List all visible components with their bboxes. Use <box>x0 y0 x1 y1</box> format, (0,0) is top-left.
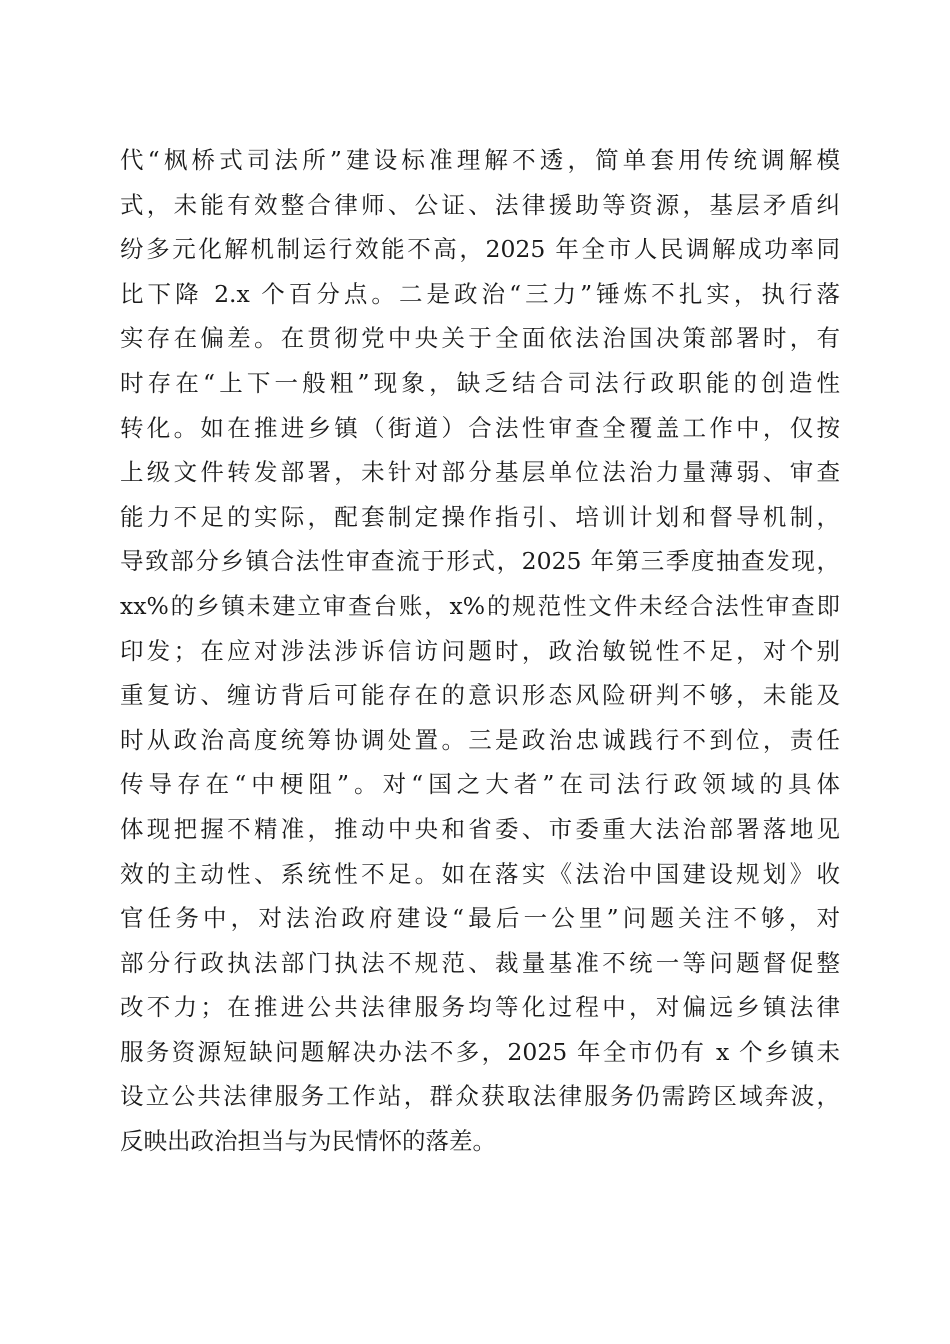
text-line: 时存在“上下一般粗”现象，缺乏结合司法行政职能的创造性 <box>120 368 840 397</box>
text-line: 传导存在“中梗阻”。对“国之大者”在司法行政领域的具体 <box>120 770 840 799</box>
text-line: 官任务中，对法治政府建设“最后一公里”问题关注不够，对 <box>120 904 840 933</box>
text-line-last: 反映出政治担当与为民情怀的落差。 <box>120 1127 496 1156</box>
text-line: 体现把握不精准，推动中央和省委、市委重大法治部署落地见 <box>120 814 840 843</box>
text-line: 代“枫桥式司法所”建设标准理解不透，简单套用传统调解模 <box>120 146 840 174</box>
text-line: 印发；在应对涉法涉诉信访问题时，政治敏锐性不足，对个别 <box>120 636 840 665</box>
text-line: 部分行政执法部门执法不规范、裁量基准不统一等问题督促整 <box>120 948 840 977</box>
text-line: 服务资源短缺问题解决办法不多，2025 年全市仍有 x 个乡镇未 <box>120 1037 840 1066</box>
text-line: 效的主动性、系统性不足。如在落实《法治中国建设规划》收 <box>120 859 840 888</box>
text-line: 设立公共法律服务工作站，群众获取法律服务仍需跨区域奔波， <box>120 1082 840 1111</box>
text-line: 实存在偏差。在贯彻党中央关于全面依法治国决策部署时，有 <box>120 324 840 353</box>
text-line: 上级文件转发部署，未针对部分基层单位法治力量薄弱、审查 <box>120 458 840 487</box>
text-line: 改不力；在推进公共法律服务均等化过程中，对偏远乡镇法律 <box>120 993 840 1022</box>
text-line: 纷多元化解机制运行效能不高，2025 年全市人民调解成功率同 <box>120 235 840 264</box>
text-line: 式，未能有效整合律师、公证、法律援助等资源，基层矛盾纠 <box>120 190 840 219</box>
text-line: 转化。如在推进乡镇（街道）合法性审查全覆盖工作中，仅按 <box>120 413 840 442</box>
text-line: xx%的乡镇未建立审查台账，x%的规范性文件未经合法性审查即 <box>120 591 840 620</box>
body-paragraph <box>120 138 840 1164</box>
text-line: 能力不足的实际，配套制定操作指引、培训计划和督导机制， <box>120 502 840 531</box>
text-line: 导致部分乡镇合法性审查流于形式，2025 年第三季度抽查发现， <box>120 547 840 576</box>
text-line: 时从政治高度统筹协调处置。三是政治忠诚践行不到位，责任 <box>120 725 840 754</box>
text-line: 重复访、缠访背后可能存在的意识形态风险研判不够，未能及 <box>120 681 840 710</box>
text-line: 比下降 2.x 个百分点。二是政治“三力”锤炼不扎实，执行落 <box>120 279 840 308</box>
